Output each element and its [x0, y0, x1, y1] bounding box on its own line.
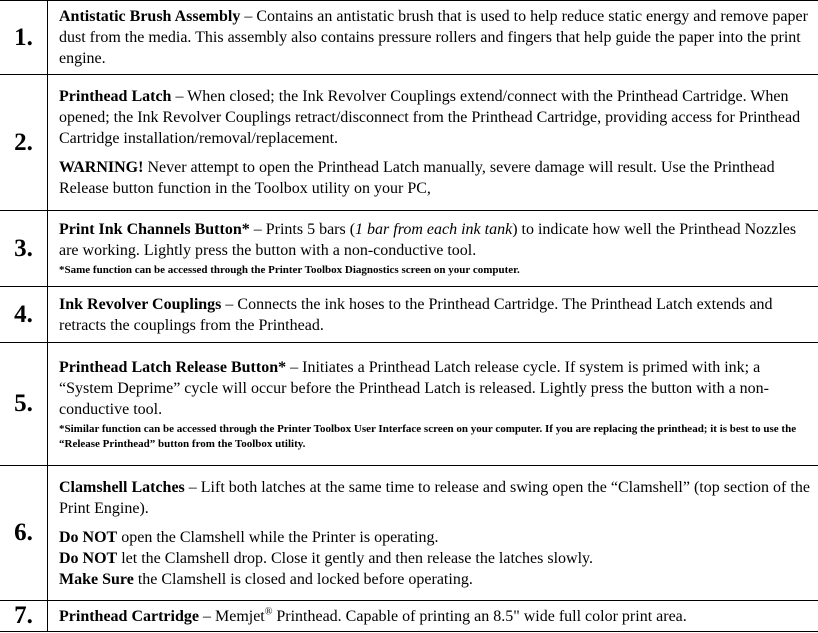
table-row [0, 211, 818, 287]
registered-mark: ® [264, 606, 273, 618]
part-text: – Memjet [198, 607, 265, 625]
row-description [48, 1, 818, 75]
caution-label: Make Sure [59, 570, 134, 588]
row-description [48, 343, 818, 466]
caution-text: the Clamshell is closed and locked before operating. [133, 570, 473, 588]
row-number: 6. [0, 466, 48, 601]
row-description [48, 601, 818, 632]
part-title: Printhead Latch Release Button* [59, 358, 287, 376]
table-row [0, 75, 818, 211]
row-description [48, 466, 818, 601]
part-text: – Contains an antistatic brush that is used to help reduce static energy and remove paper dust from the media. This assembly also contains pressure rollers and fingers that help guide the paper into the print engine. [59, 8, 808, 67]
part-text: – Initiates a Printhead Latch release cycle. If system is primed with ink; a “System Deprime” cycle will occur before the Printhead Latch is released. Lightly press the button with a non-conductive tool. [59, 358, 769, 418]
part-text: Printhead. Capable of printing an 8.5" wide full color print area. [272, 607, 687, 625]
part-title: Printhead Cartridge [59, 607, 199, 625]
table-row [0, 287, 818, 343]
part-text-italic: 1 bar from each ink tank [355, 221, 513, 238]
table-row [0, 466, 818, 601]
row-number: 2. [0, 75, 48, 211]
caution-text: open the Clamshell while the Printer is operating. [117, 528, 439, 546]
footnote: *Same function can be accessed through the Printer Toolbox Diagnostics screen on your computer. [59, 264, 520, 276]
table-row [0, 601, 818, 632]
row-description [48, 211, 818, 287]
caution-text: let the Clamshell drop. Close it gently and then release the latches slowly. [117, 549, 593, 567]
row-number: 4. [0, 287, 48, 343]
part-title: Ink Revolver Couplings [59, 295, 222, 313]
row-number: 5. [0, 343, 48, 466]
table-row [0, 343, 818, 466]
part-title: Print Ink Channels Button* [59, 221, 250, 238]
row-description [48, 287, 818, 343]
part-title: Antistatic Brush Assembly [59, 8, 241, 25]
part-title: Printhead Latch [59, 88, 172, 105]
part-title: Clamshell Latches [59, 478, 185, 496]
part-text: ) to indicate how well the Printhead Nozzles are working. Lightly press the button with a non-conductive tool. [59, 221, 797, 259]
part-text: – When closed; the Ink Revolver Couplings extend/connect with the Printhead Cartridge. When opened; the Ink Revolver Couplings retract/disconnect from the Printhead Cartridge, providing access for Printhead Cartridge installation/removal/replacement. [59, 88, 801, 147]
caution-label: Do NOT [59, 528, 118, 546]
row-number: 1. [0, 1, 48, 75]
row-description [48, 75, 818, 211]
row-number: 7. [0, 601, 48, 632]
warning-text: Never attempt to open the Printhead Latch manually, severe damage will result. Use the Printhead Release button function in the Toolbox utility on your PC, [59, 159, 775, 197]
caution-label: Do NOT [59, 549, 118, 567]
footnote: *Similar function can be accessed through the Printer Toolbox User Interface screen on your computer. If you are replacing the printhead; it is best to use the “Release Printhead” button from the Toolbox utility. [59, 422, 797, 450]
part-text: – Connects the ink hoses to the Printhead Cartridge. The Printhead Latch extends and retracts the couplings from the Printhead. [59, 295, 773, 334]
part-text: – Lift both latches at the same time to release and swing open the “Clamshell” (top section of the Print Engine). [59, 478, 810, 517]
table-row [0, 1, 818, 75]
part-text: – Prints 5 bars ( [249, 221, 356, 238]
warning-label: WARNING! [59, 159, 144, 176]
row-number: 3. [0, 211, 48, 287]
